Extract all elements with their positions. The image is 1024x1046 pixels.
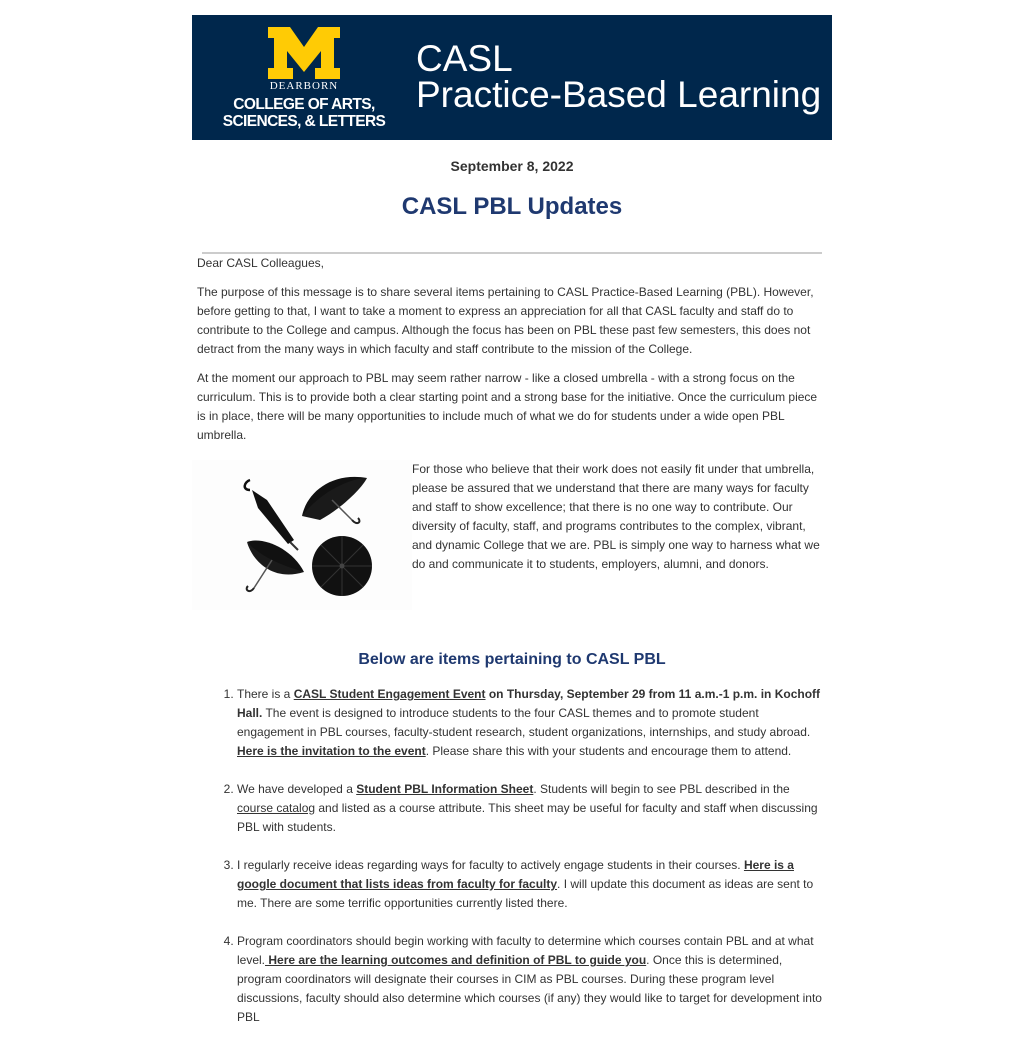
- headline: CASL PBL Updates: [401, 193, 623, 220]
- item-text: Program coordinators should begin working with faculty to determine which courses contain PBL and at what level.: [237, 934, 814, 967]
- logo-college-line1: COLLEGE OF ARTS,: [233, 96, 375, 113]
- item-bold-text: on Thursday, September 29 from 11 a.m.-1 p.m. in Kochoff Hall.: [237, 687, 821, 720]
- item-text: The event is designed to introduce students to the four CASL themes and to promote student engagement in PBL courses, faculty-student research, student organizations, internships, and study abroad.: [237, 706, 811, 739]
- university-logo: [216, 27, 392, 130]
- list-item: [237, 932, 827, 1027]
- list-item: [237, 780, 827, 837]
- item-text: . I will update this document as ideas are sent to me. There are some terrific opportunities currently listed there.: [237, 877, 814, 910]
- logo-college-line2: SCIENCES, & LETTERS: [222, 113, 386, 130]
- banner-title: [416, 38, 822, 115]
- date: September 8, 2022: [450, 158, 574, 174]
- item-text: . Students will begin to see PBL described in the: [533, 782, 790, 796]
- item-text: I regularly receive ideas regarding ways for faculty to actively engage students in their courses.: [237, 858, 744, 872]
- learning-outcomes-link[interactable]: Here are the learning outcomes and definition of PBL to guide you: [265, 953, 647, 967]
- info-sheet-link[interactable]: Student PBL Information Sheet: [356, 782, 534, 796]
- greeting: Dear CASL Colleagues,: [197, 256, 324, 270]
- paragraph-2: At the moment our approach to PBL may seem rather narrow - like a closed umbrella - with a strong focus on the curriculum. This is to provide both a clear starting point and a strong base for the initiative. Once the curriculum piece is in place, there will be many opportunities to include much of what we do for students under a wide open PBL umbrella.: [197, 371, 818, 442]
- item-text: We have developed a: [237, 782, 357, 796]
- logo-college-name: [216, 96, 392, 130]
- list-item: [237, 856, 827, 913]
- closed-umbrella-1: [245, 480, 298, 550]
- paragraph-3: For those who believe that their work does not easily fit under that umbrella, please be assured that we understand that there are many ways for faculty and staff to show excellence; that there is no one way to contribute. Our diversity of faculty, staff, and programs contributes to the complex, vibrant, and dynamic College that we are. PBL is simply one way to harness what we do and communicate it to students, employers, alumni, and donors.: [412, 462, 820, 571]
- item-text: . Once this is determined, program coordinators will designate their courses in CIM as PBL courses. During these program level discussions, faculty should also determine which courses (if any) they would like to target for development into PBL: [237, 953, 822, 1024]
- list-item: [237, 685, 827, 761]
- umbrellas-icon: [192, 460, 412, 610]
- ideas-doc-link[interactable]: Here is a google document that lists ideas from faculty for faculty: [237, 858, 794, 891]
- header-banner: [192, 15, 832, 140]
- message-content: [192, 254, 832, 1027]
- casl-event-link[interactable]: CASL Student Engagement Event: [293, 687, 486, 701]
- banner-title-line2: Practice-Based Learning: [416, 74, 822, 115]
- item-text: . Please share this with your students and encourage them to attend.: [425, 744, 792, 758]
- banner-title-line1: CASL: [416, 38, 513, 79]
- open-umbrella-3: [312, 536, 372, 596]
- item-text: and listed as a course attribute. This sheet may be useful for faculty and staff when discussing PBL with students.: [237, 801, 818, 834]
- open-umbrella-1: [302, 477, 367, 523]
- logo-dearborn: DEARBORN: [269, 80, 339, 92]
- section-heading: Below are items pertaining to CASL PBL: [358, 651, 666, 668]
- invitation-link[interactable]: Here is the invitation to the event: [237, 744, 426, 758]
- pbl-items-list: [197, 685, 827, 1027]
- email-body: [192, 15, 832, 1046]
- umbrella-section: [197, 460, 827, 610]
- paragraph-1: The purpose of this message is to share several items pertaining to CASL Practice-Based Learning (PBL). However, before getting to that, I want to take a moment to express an appreciation for all that CASL faculty and staff do to contribute to the College and campus. Although the focus has been on PBL these past few semesters, this does not detract from the many ways in which faculty and staff contribute to the mission of the College.: [197, 285, 814, 356]
- block-m-icon: [266, 27, 342, 79]
- item-text: There is a: [237, 687, 294, 701]
- course-catalog-link[interactable]: course catalog: [237, 801, 316, 815]
